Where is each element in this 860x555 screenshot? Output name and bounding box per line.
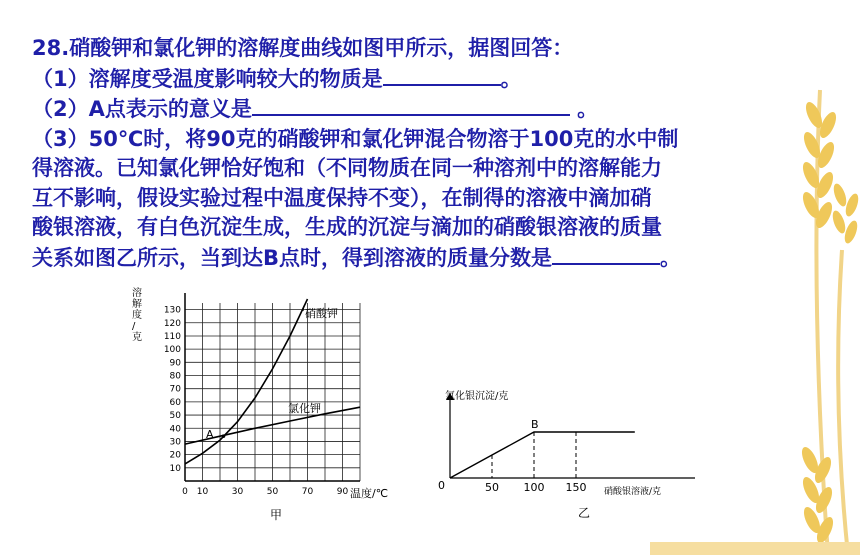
chart2-marks (450, 432, 635, 478)
answer-blank-2[interactable] (252, 94, 570, 116)
solubility-chart (120, 285, 420, 525)
x-tick-label: 0 (182, 487, 188, 497)
chart2-xlabel: 硝酸银溶液/克 (604, 487, 662, 497)
question-1 (32, 64, 777, 95)
point-a (222, 434, 226, 438)
question-2 (32, 94, 777, 125)
answer-blank-1[interactable] (383, 64, 501, 86)
chart2-tick: 150 (565, 481, 587, 494)
y-tick-label: 50 (169, 411, 181, 422)
y-tick-label: 120 (163, 318, 181, 329)
y-tick-label: 40 (169, 424, 181, 435)
q2-text: （2）A点表示的意义是 (32, 97, 252, 121)
precipitate-line (450, 432, 635, 478)
point-a-label: A (206, 428, 214, 441)
question-3-line-5 (32, 243, 777, 274)
question-3-line-4: 酸银溶液，有白色沉淀生成，生成的沉淀与滴加的硝酸银溶液的质量 (32, 215, 662, 239)
q1-text: （1）溶解度受温度影响较大的物质是 (32, 66, 383, 91)
ylabel-char: 克 (132, 332, 142, 343)
wheat-decoration-icon (770, 0, 860, 555)
chart1-ylabel (132, 286, 142, 343)
q1-end: 。 (500, 66, 522, 91)
y-tick-label: 70 (169, 384, 181, 395)
ylabel-char: 溶 (132, 288, 142, 299)
precipitate-chart (430, 385, 710, 525)
series-label-kno3: 硝酸钾 (305, 307, 338, 320)
ylabel-char: 度 (132, 310, 142, 321)
x-tick-label: 90 (336, 487, 349, 497)
y-tick-label: 100 (163, 345, 181, 356)
y-tick-label: 20 (169, 450, 181, 461)
chart2-caption: 乙 (578, 506, 591, 520)
q3-text: 关系如图乙所示，当到达B点时，得到溶液的质量分数是 (32, 245, 553, 270)
chart2-origin: 0 (438, 479, 445, 492)
question-head: 28.硝酸钾和氯化钾的溶解度曲线如图甲所示，据图回答： (32, 36, 574, 60)
q2-end: 。 (569, 97, 599, 121)
y-tick-label: 130 (163, 305, 181, 316)
chart2-axes (446, 393, 695, 478)
y-tick-label: 110 (163, 331, 181, 342)
chart2-tick: 100 (523, 481, 545, 494)
question-3-line-3: 互不影响，假设实验过程中温度保持不变），在制得的溶液中滴加硝 (32, 185, 652, 210)
x-tick-label: 50 (266, 487, 279, 497)
y-tick-label: 60 (169, 397, 181, 408)
x-tick-label: 30 (231, 487, 244, 497)
point-b-label: B (531, 418, 539, 431)
y-tick-label: 10 (169, 463, 181, 474)
x-tick-label: 10 (196, 487, 209, 497)
series-label-kcl: 氯化钾 (288, 402, 321, 415)
question-3-line-2: 得溶液。已知氯化钾恰好饱和（不同物质在同一种溶剂中的溶解能力 (32, 156, 662, 180)
chart2-tick: 50 (485, 481, 499, 494)
y-tick-label: 90 (169, 358, 181, 369)
x-tick-label: 70 (301, 487, 314, 497)
chart1-xlabel: 温度/℃ (350, 487, 389, 500)
chart1-caption: 甲 (270, 508, 283, 522)
chart1-grid (185, 303, 360, 481)
question-text (32, 34, 777, 273)
answer-blank-3[interactable] (552, 243, 660, 265)
chart2-ylabel: 氯化银沉淀/克 (445, 391, 509, 402)
y-tick-label: 30 (169, 437, 181, 448)
decorative-bar (650, 542, 860, 555)
y-tick-label: 80 (169, 371, 181, 382)
ylabel-char: / (132, 321, 136, 332)
question-3-line-1: （3）50℃时，将90克的硝酸钾和氯化钾混合物溶于100克的水中制 (32, 126, 679, 151)
q3-end: 。 (660, 245, 682, 270)
ylabel-char: 解 (132, 299, 142, 310)
